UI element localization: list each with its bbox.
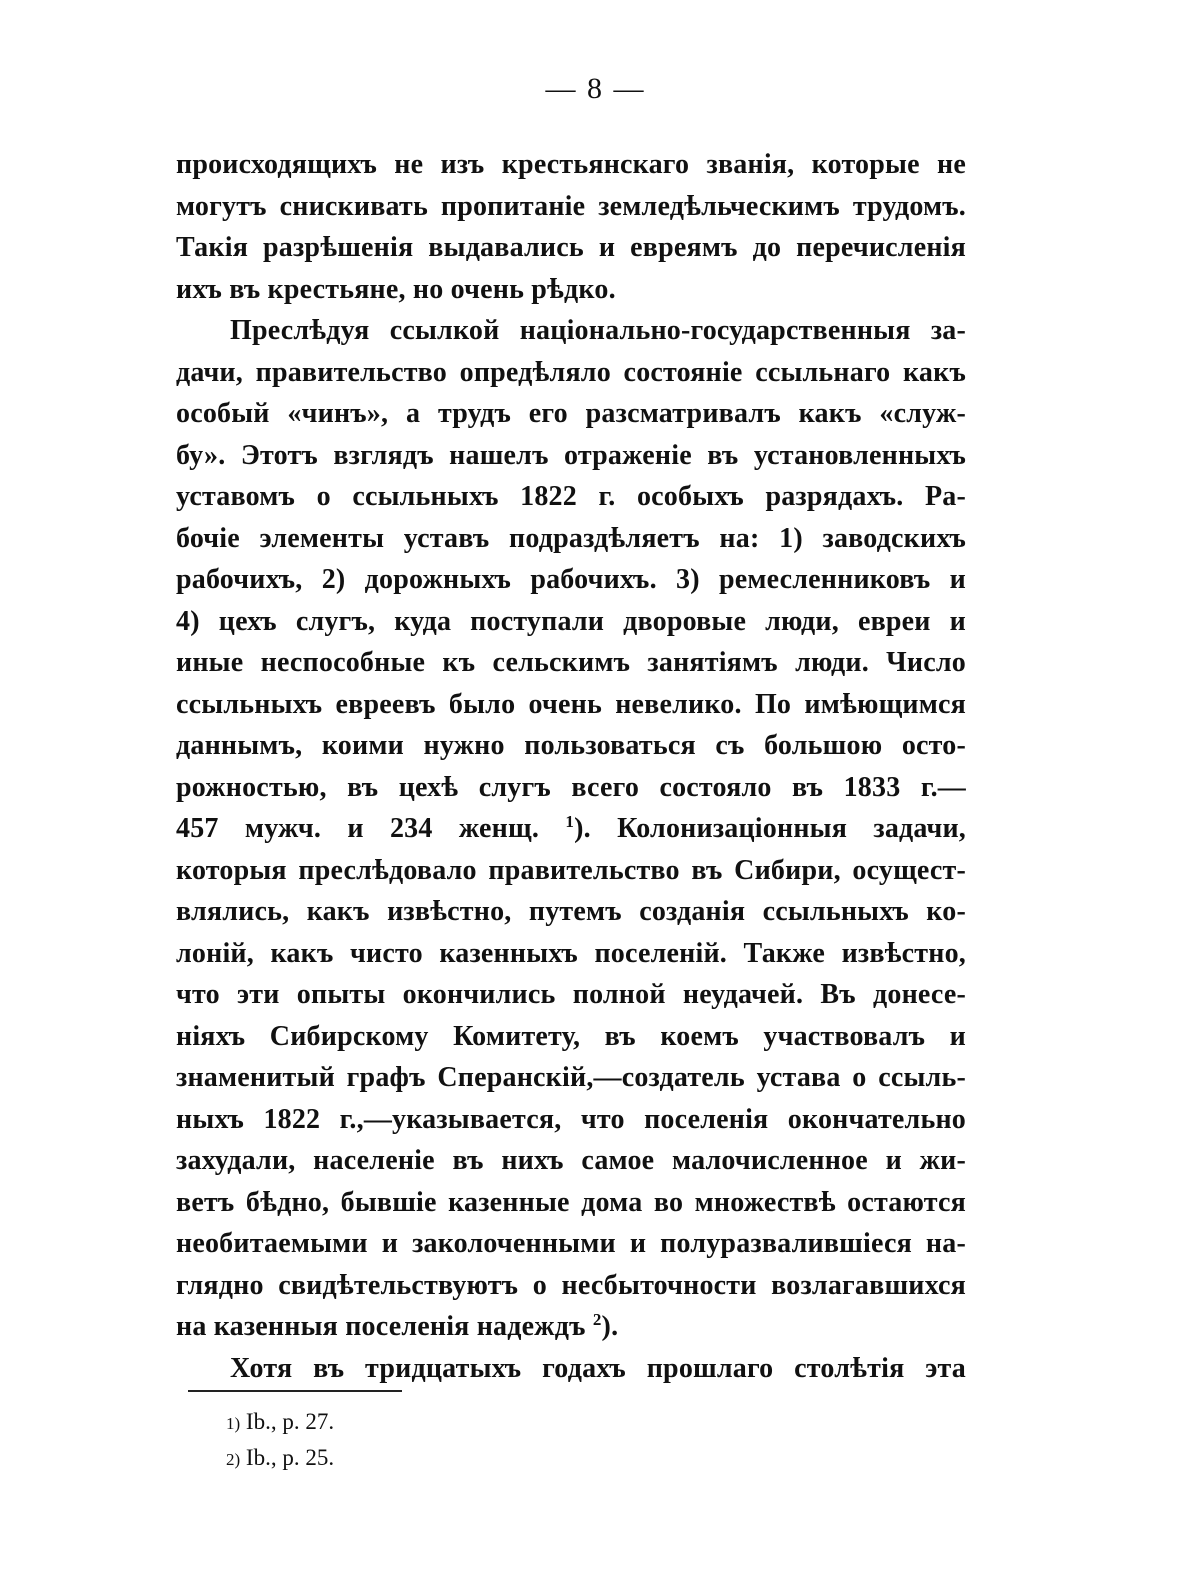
text-line: которыя преслѣдовало правительство въ Сибири, осущест- bbox=[176, 854, 966, 886]
text-line: бочіе элементы уставъ подраздѣляетъ на: 1) заводскихъ bbox=[176, 522, 966, 554]
text-line: Преслѣдуя ссылкой національно-государственныя за- bbox=[230, 315, 966, 346]
text-line: даннымъ, коими нужно пользоваться съ большою осто- bbox=[176, 730, 966, 761]
text-line: ніяхъ Сибирскому Комитету, въ коемъ участвовалъ и bbox=[176, 1020, 966, 1052]
footnote-divider bbox=[188, 1390, 402, 1392]
text-line: необитаемыми и заколоченными и полуразвалившіеся на- bbox=[176, 1228, 966, 1259]
text-segment: ). Колонизаціонныя задачи, bbox=[574, 813, 966, 844]
footnote-item bbox=[226, 1405, 334, 1441]
text-line: захудали, населеніе въ нихъ самое малочисленное и жи- bbox=[176, 1145, 966, 1176]
footnote-mark: 2) bbox=[226, 1450, 241, 1469]
page-number: — 8 — bbox=[545, 72, 646, 105]
text-line: Такія разрѣшенія выдавались и евреямъ до перечисленія bbox=[176, 232, 966, 263]
text-line: бу». Этотъ взглядъ нашелъ отраженіе въ установленныхъ bbox=[176, 439, 966, 471]
text-line-with-footnote bbox=[176, 1306, 966, 1348]
footnotes bbox=[226, 1405, 334, 1477]
text-line: влялись, какъ извѣстно, путемъ созданія ссыльныхъ ко- bbox=[176, 896, 966, 927]
footnote-text: Ib., p. 27. bbox=[245, 1409, 335, 1434]
text-line: иные неспособные къ сельскимъ занятіямъ люди. Число bbox=[176, 647, 966, 678]
text-line: уставомъ о ссыльныхъ 1822 г. особыхъ разрядахъ. Ра- bbox=[176, 481, 966, 512]
text-line: особый «чинъ», а трудъ его разсматривалъ какъ «служ- bbox=[176, 398, 966, 429]
body-text bbox=[176, 144, 966, 1389]
footnote-item bbox=[226, 1441, 334, 1477]
text-line: ныхъ 1822 г.,—указывается, что поселенія окончательно bbox=[176, 1103, 966, 1135]
text-line: знаменитый графъ Сперанскій,—создатель устава о ссыль- bbox=[176, 1062, 966, 1093]
text-segment: 457 мужч. и 234 женщ. bbox=[176, 813, 540, 844]
footnote-ref[interactable]: 2 bbox=[592, 1310, 602, 1329]
text-segment: на казенныя поселенія надеждъ bbox=[176, 1311, 586, 1342]
text-segment: ). bbox=[601, 1311, 619, 1342]
footnote-mark: 1) bbox=[226, 1414, 241, 1433]
text-line: 4) цехъ слугъ, куда поступали дворовые люди, евреи и bbox=[176, 605, 966, 637]
text-line: рабочихъ, 2) дорожныхъ рабочихъ. 3) ремесленниковъ и bbox=[176, 564, 966, 595]
text-line: происходящихъ не изъ крестьянскаго званія, которые не bbox=[176, 149, 966, 180]
footnote-text: Ib., p. 25. bbox=[245, 1445, 335, 1470]
text-line: могутъ снискивать пропитаніе земледѣльческимъ трудомъ. bbox=[176, 190, 966, 222]
text-line: ихъ въ крестьяне, но очень рѣдко. bbox=[176, 273, 616, 305]
text-line: дачи, правительство опредѣляло состояніе ссыльнаго какъ bbox=[176, 356, 966, 388]
text-line: ссыльныхъ евреевъ было очень невелико. По имѣющимся bbox=[176, 688, 966, 720]
footnote-ref[interactable]: 1 bbox=[565, 812, 575, 831]
text-line: рожностью, въ цехѣ слугъ всего состояло въ 1833 г.— bbox=[176, 771, 966, 803]
text-line: лоній, какъ чисто казенныхъ поселеній. Также извѣстно, bbox=[176, 937, 966, 969]
text-line: глядно свидѣтельствуютъ о несбыточности возлагавшихся bbox=[176, 1269, 966, 1301]
text-line: ветъ бѣдно, бывшіе казенные дома во множествѣ остаются bbox=[176, 1186, 966, 1218]
text-line: Хотя въ тридцатыхъ годахъ прошлаго столѣтія эта bbox=[230, 1352, 966, 1384]
text-line-with-footnote bbox=[176, 808, 966, 850]
text-line: что эти опыты окончились полной неудачей. Въ донесе- bbox=[176, 979, 966, 1010]
